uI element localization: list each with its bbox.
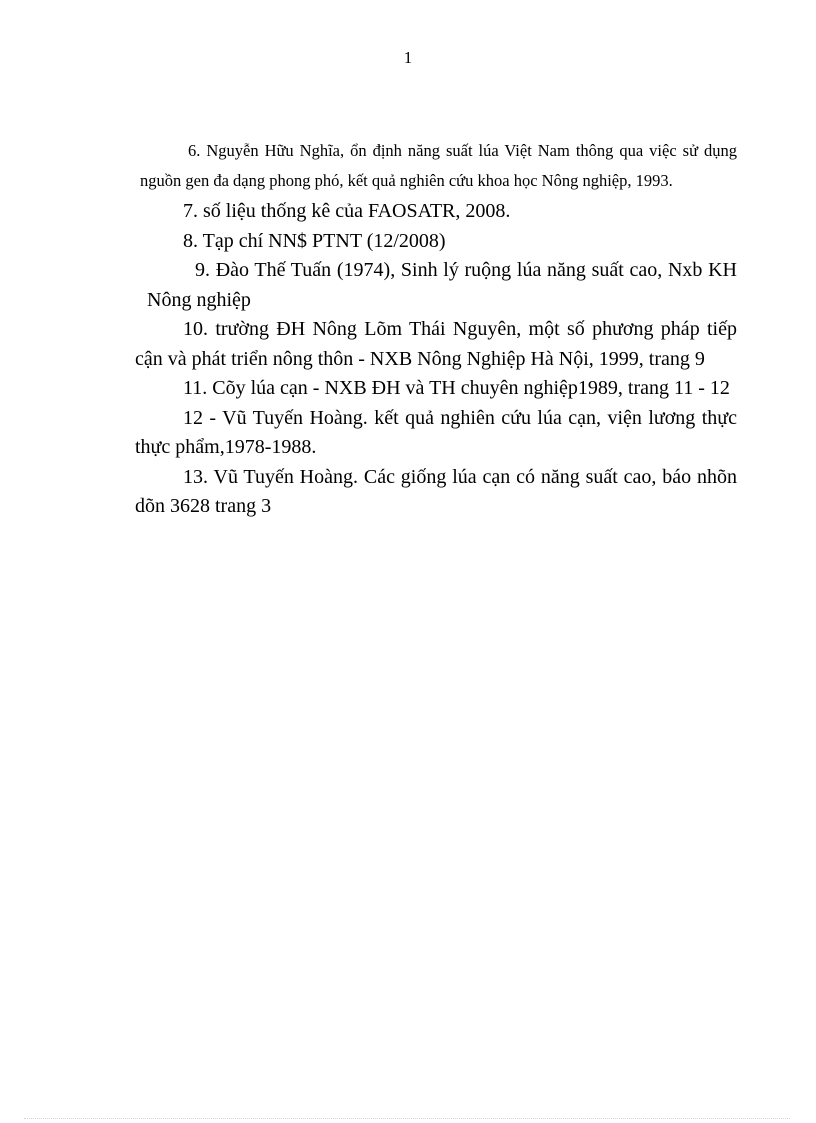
page-number: 1 — [403, 48, 413, 67]
reference-item-7: 7. số liệu thống kê của FAOSATR, 2008. — [183, 200, 511, 222]
reference-item-6: 6. Nguyễn Hữu Nghĩa, ổn định năng suất lúa Việt Nam thông qua việc sử dụng nguồn gen đa dạng phong phó, kết quả nghiên cứu khoa học Nông nghiệp, 1993. — [140, 141, 737, 190]
reference-item-13: 13. Vũ Tuyến Hoàng. Các giống lúa cạn có năng suất cao, báo nhõn dõn 3628 trang 3 — [135, 465, 737, 517]
reference-item-8: 8. Tạp chí NN$ PTNT (12/2008) — [183, 229, 446, 252]
page-bottom-divider — [24, 1118, 790, 1119]
reference-list — [135, 136, 737, 522]
reference-item-11: 11. Cõy lúa cạn - NXB ĐH và TH chuyên nghiệp1989, trang 11 - 12 — [183, 377, 730, 399]
reference-item-12: 12 - Vũ Tuyến Hoàng. kết quả nghiên cứu lúa cạn, viện lương thực thực phẩm,1978-1988. — [135, 406, 737, 458]
reference-item-10: 10. trường ĐH Nông Lõm Thái Nguyên, một số phương pháp tiếp cận và phát triển nông thôn - NXB Nông Nghiệp Hà Nội, 1999, trang 9 — [135, 318, 737, 370]
reference-item-9: 9. Đào Thế Tuấn (1974), Sinh lý ruộng lúa năng suất cao, Nxb KH Nông nghiệp — [147, 259, 737, 311]
